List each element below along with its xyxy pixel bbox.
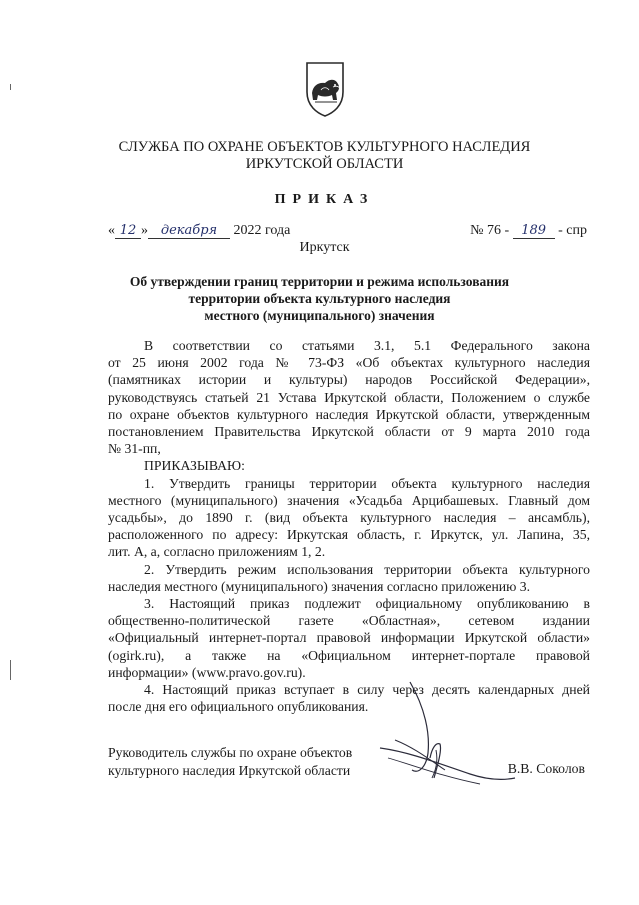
document-type-heading: ПРИКАЗ: [274, 192, 375, 207]
signatory-name: В.В. Соколов: [507, 761, 585, 776]
body-line: по охране объектов культурного наследия Иркутской области, утвержденным: [108, 406, 590, 422]
date-day: 12: [115, 224, 141, 239]
coat-of-arms-icon: [303, 60, 347, 118]
number-suffix: - спр: [558, 223, 587, 238]
body-line: 2. Утвердить режим использования территории объекта культурного: [144, 561, 590, 577]
body-line: лит. А, а, согласно приложениям 1, 2.: [108, 544, 326, 560]
body-line: 3. Настоящий приказ подлежит официальному опубликованию в: [144, 596, 590, 612]
body-line: от 25 июня 2002 года № 73-ФЗ «Об объектах культурного наследия: [108, 355, 590, 371]
date-year: 2022 года: [233, 223, 291, 238]
handwritten-signature: [370, 678, 520, 798]
body-line: усадьбы», до 1890 г. (вид объекта культурного наследия – ансамбль),: [108, 510, 590, 526]
signatory-position-line-2: культурного наследия Иркутской области: [108, 763, 351, 778]
body-line: «Официальный интернет-портал правовой информации Иркутской области»: [108, 630, 590, 646]
org-name-line-1: СЛУЖБА ПО ОХРАНЕ ОБЪЕКТОВ КУЛЬТУРНОГО НАСЛЕДИЯ: [118, 139, 531, 155]
body-line: местного (муниципального) значения «Усадьба Арцибашевых. Главный дом: [108, 492, 590, 508]
body-line: постановлением Правительства Иркутской области от 9 марта 2010 года: [108, 424, 590, 440]
title-line-2: территории объекта культурного наследия: [188, 291, 451, 306]
document-date: [108, 223, 290, 239]
scan-margin-mark: [10, 660, 11, 680]
date-open-quote: «: [108, 223, 115, 238]
document-body: [108, 337, 590, 715]
order-word: ПРИКАЗЫВАЮ:: [144, 458, 245, 474]
body-line: 1. Утвердить границы территории объекта культурного наследия: [144, 475, 590, 491]
signatory-position: [108, 744, 352, 780]
body-line: (ogirk.ru), а также на «Официальном интернет-портале правовой: [108, 647, 590, 663]
body-line: расположенного по адресу: Иркутская область, г. Иркутск, ул. Лапина, 35,: [108, 527, 590, 543]
body-line: после дня его официального опубликования.: [108, 699, 369, 715]
body-line: руководствуясь статьей 21 Устава Иркутской области, Положением о службе: [108, 389, 590, 405]
org-name-line-2: ИРКУТСКОЙ ОБЛАСТИ: [245, 156, 404, 172]
scan-margin-mark: [10, 84, 11, 90]
date-month: декабря: [148, 224, 230, 239]
body-line: (памятниках истории и культуры) народов Российской Федерации»,: [108, 372, 590, 388]
title-line-1: Об утверждении границ территории и режима использования: [129, 274, 510, 289]
number-prefix: № 76 -: [470, 223, 510, 238]
title-line-3: местного (муниципального) значения: [204, 308, 435, 323]
body-line: 4. Настоящий приказ вступает в силу через десять календарных дней: [144, 682, 590, 698]
document-title: [0, 273, 639, 324]
body-line: № 31-пп,: [108, 441, 161, 457]
signatory-position-line-1: Руководитель службы по охране объектов: [108, 745, 353, 760]
body-line: общественно-политической газете «Областная», сетевом издании: [108, 613, 590, 629]
body-line: наследия местного (муниципального) значения согласно приложению 3.: [108, 578, 531, 594]
date-close-quote: »: [141, 223, 148, 238]
number-value: 189: [513, 224, 555, 239]
city: Иркутск: [299, 240, 350, 255]
body-line: В соответствии со статьями 3.1, 5.1 Федерального закона: [144, 338, 590, 353]
document-number: [470, 223, 587, 239]
body-line: информации» (www.pravo.gov.ru).: [108, 664, 306, 680]
